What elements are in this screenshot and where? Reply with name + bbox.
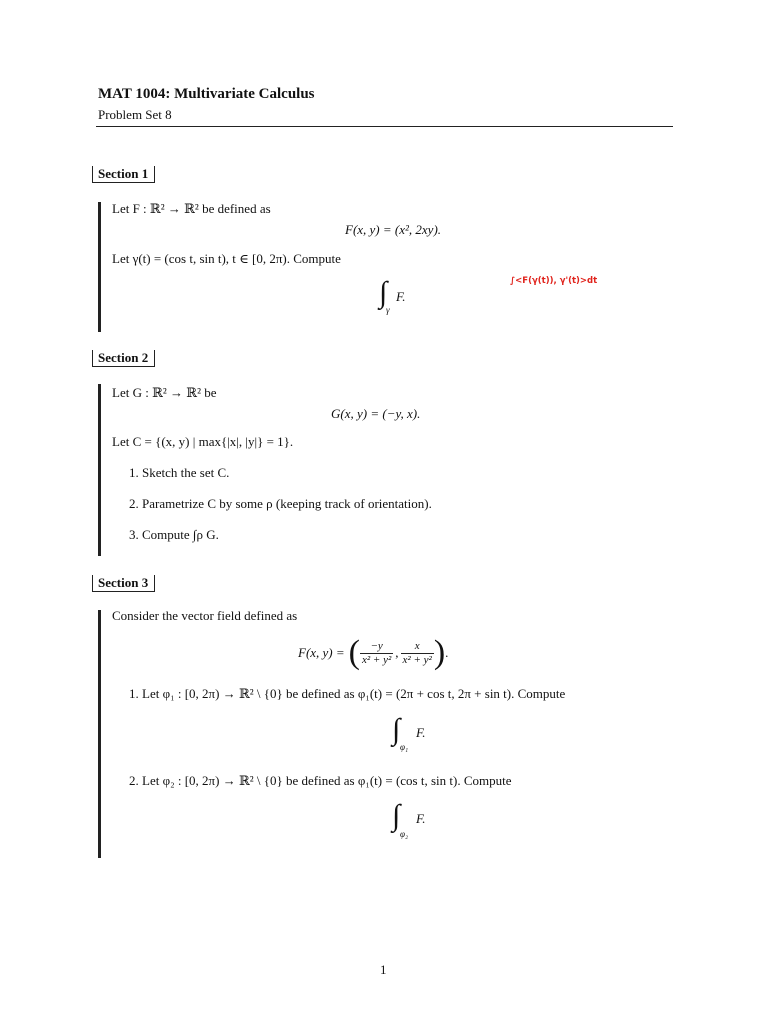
integral-sign-icon: ∫	[392, 713, 401, 746]
section-2-item-1: 1. Sketch the set C.	[129, 465, 230, 480]
problem-set-label: Problem Set 8	[98, 107, 172, 122]
section-3-item-2: 2. Let φ₂ : [0, 2π) → ℝ² \ {0} be defined as φ₁(t) = (cos t, sin t). Compute	[129, 773, 512, 788]
section-2-item-2: 2. Parametrize C by some ρ (keeping track of orientation).	[129, 496, 432, 511]
section-3-label: Section 3	[92, 575, 155, 592]
fraction-2-numerator: x	[401, 640, 434, 654]
section-1-parametrization: Let γ(t) = (cos t, sin t), t ∈ [0, 2π). Compute	[112, 251, 341, 266]
integral-sign-icon: ∫	[379, 276, 388, 309]
section-1-label: Section 1	[92, 166, 155, 183]
section-3-integral-1-body: F.	[416, 725, 426, 740]
handwritten-annotation: ∫<F(γ(t)), γ'(t)>dt	[510, 276, 598, 286]
integral-sign-icon: ∫	[392, 799, 401, 832]
section-2-item-3: 3. Compute ∫ρ G.	[129, 527, 219, 542]
section-1-integral-body: F.	[396, 289, 406, 304]
section-3-bar	[98, 610, 101, 858]
section-2-intro: Let G : ℝ² → ℝ² be	[112, 385, 217, 400]
section-1-intro: Let F : ℝ² → ℝ² be defined as	[112, 201, 271, 216]
equation-lhs: F(x, y) =	[298, 645, 345, 660]
fraction-1-denominator: x² + y²	[362, 653, 392, 666]
fraction-2-denominator: x² + y²	[402, 653, 432, 666]
section-3-integral-1	[392, 715, 400, 745]
section-3-display-equation	[298, 633, 448, 673]
fraction-2	[401, 640, 434, 667]
section-1-bar	[98, 202, 101, 332]
section-1-integral	[379, 278, 387, 308]
section-2-set-definition: Let C = {(x, y) | max{|x|, |y|} = 1}.	[112, 434, 294, 449]
section-2-display-equation: G(x, y) = (−y, x).	[331, 406, 421, 421]
fraction-1	[360, 640, 393, 667]
fraction-1-numerator: −y	[360, 640, 393, 654]
section-3-item-1: 1. Let φ₁ : [0, 2π) → ℝ² \ {0} be defined as φ₁(t) = (2π + cos t, 2π + sin t). Compute	[129, 686, 566, 701]
period: .	[445, 645, 449, 660]
section-3-integral-2-body: F.	[416, 811, 426, 826]
section-1-display-equation: F(x, y) = (x², 2xy).	[345, 222, 442, 237]
comma-separator: ,	[395, 645, 399, 660]
section-3-integral-2	[392, 801, 400, 831]
right-paren-icon: )	[433, 634, 446, 671]
section-2-bar	[98, 384, 101, 556]
section-3-integral-1-sub: φ₁	[400, 742, 409, 752]
section-3-intro: Consider the vector field defined as	[112, 608, 298, 623]
page-number: 1	[380, 962, 387, 977]
section-2-label: Section 2	[92, 350, 155, 367]
section-3-integral-2-sub: φ₂	[400, 829, 409, 839]
section-1-integral-sub: γ	[386, 305, 390, 315]
left-paren-icon: (	[348, 634, 360, 671]
course-title: MAT 1004: Multivariate Calculus	[98, 86, 315, 102]
header-rule	[96, 126, 673, 127]
